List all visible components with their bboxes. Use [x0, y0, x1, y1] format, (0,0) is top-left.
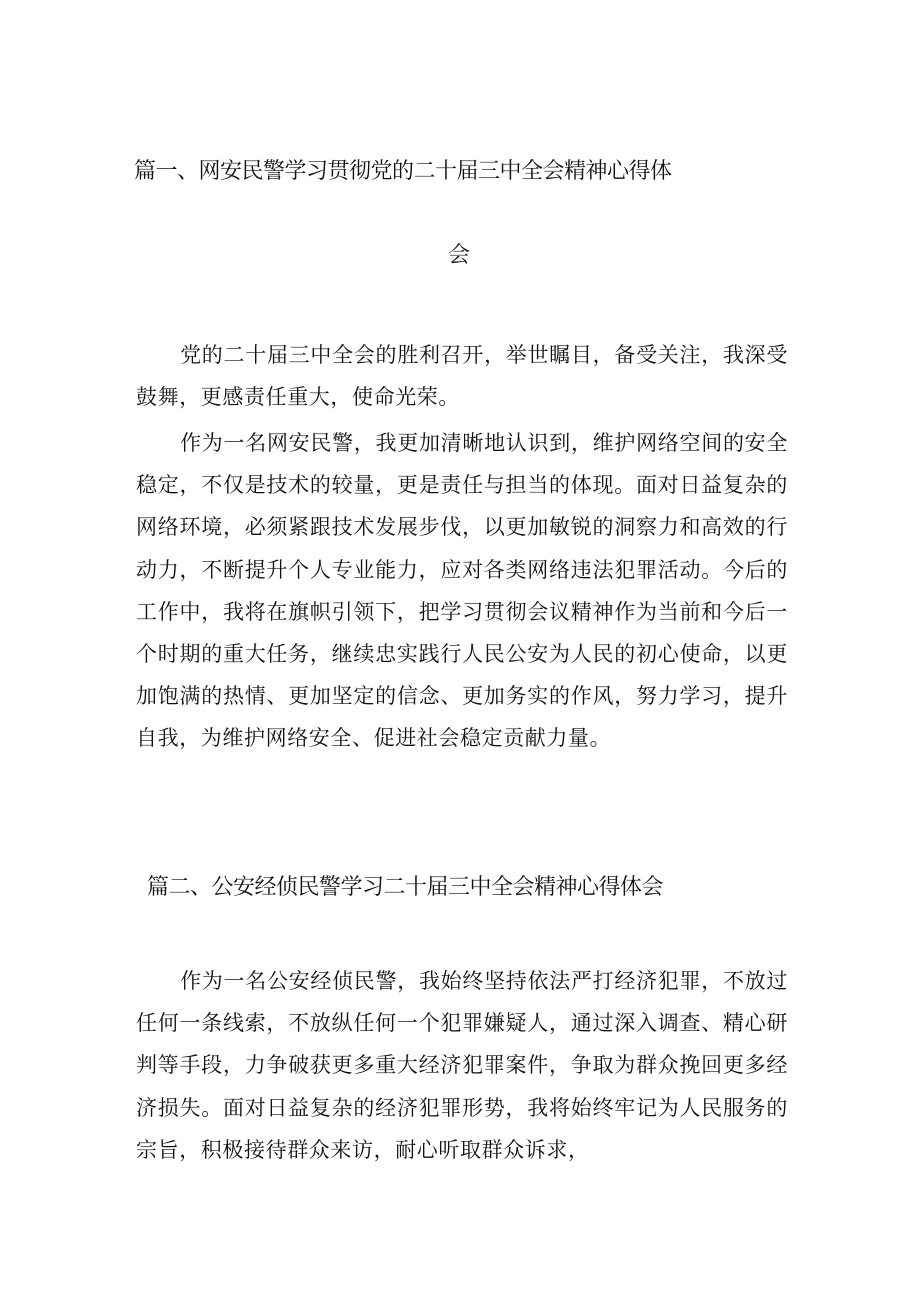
section1-paragraph-1: 党的二十届三中全会的胜利召开，举世瞩目，备受关注，我深受鼓舞，更感责任重大，使命光荣。 [136, 343, 788, 410]
section1-title-line1: 篇一、网安民警学习贯彻党的二十届三中全会精神心得体 [134, 159, 672, 184]
section1-title-line2: 会 [448, 243, 470, 268]
section1-paragraph-2: 作为一名网安民警，我更加清晰地认识到，维护网络空间的安全稳定，不仅是技术的较量，更是责任与担当的体现。面对日益复杂的网络环境，必须紧跟技术发展步伐，以更加敏锐的洞察力和高效的行动力，不断提升个人专业能力，应对各类网络违法犯罪活动。今后的工作中，我将在旗帜引领下，把学习贯彻会议精神作为当前和今后一个时期的重大任务，继续忠实践行人民公安为人民的初心使命，以更加饱满的热情、更加坚定的信念、更加务实的作风，努力学习，提升自我，为维护网络安全、促进社会稳定贡献力量。 [136, 431, 788, 751]
section2-paragraph-1: 作为一名公安经侦民警，我始终坚持依法严打经济犯罪，不放过任何一条线索，不放纵任何一个犯罪嫌疑人，通过深入调查、精心研判等手段，力争破获更多重大经济犯罪案件，争取为群众挽回更多经济损失。面对日益复杂的经济犯罪形势，我将始终牢记为人民服务的宗旨，积极接待群众来访，耐心听取群众诉求， [136, 969, 788, 1162]
section2-title: 篇二、公安经侦民警学习二十届三中全会精神心得体会 [147, 875, 664, 900]
